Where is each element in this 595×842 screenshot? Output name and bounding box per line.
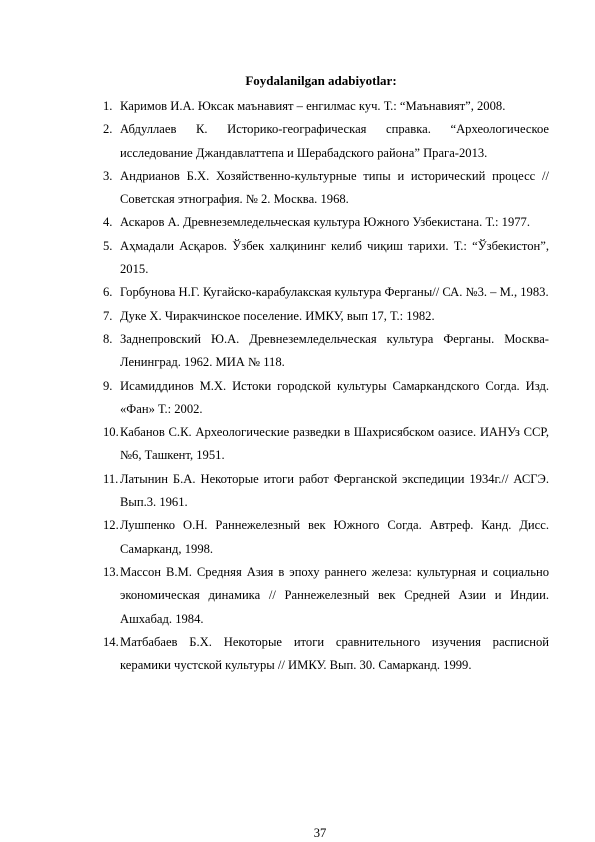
reference-item [103,328,549,375]
reference-number: 3. [103,168,113,183]
reference-number: 2. [103,122,113,137]
reference-text: Андрианов Б.Х. Хозяйственно-культурные типы и исторический процесс // Советская этнография. № 2. Москва. 1968. [120,168,549,207]
reference-number: 6. [103,285,113,300]
reference-text: Латынин Б.А. Некоторые итоги работ Ферганской экспедиции 1934г.// АСГЭ. Вып.3. 1961. [120,471,549,510]
reference-text: Лушпенко О.Н. Раннежелезный век Южного Согда. Автреф. Канд. Дисс. Самарканд, 1998. [120,518,549,556]
reference-number: 9. [103,378,113,393]
reference-text: Массон В.М. Средняя Азия в эпоху раннего железа: культурная и социально экономическая динамика // Раннежелезный век Средней Азии и Индии. Ашхабад. 1984. [120,564,549,626]
reference-number: 10. [103,425,119,440]
reference-number: 8. [103,331,113,346]
reference-text: Аскаров А. Древнеземледельческая культура Южного Узбекистана. Т.: 1977. [120,215,531,230]
reference-text: Заднепровский Ю.А. Древнеземледельческая культура Ферганы. Москва-Ленинград. 1962. МИА № 118. [120,331,549,370]
reference-item [103,165,549,212]
page-number: 37 [313,826,327,840]
reference-item [103,421,549,468]
reference-item [103,468,549,515]
reference-item [103,375,549,422]
reference-number: 4. [103,215,113,230]
reference-number: 5. [103,238,113,253]
reference-number: 7. [103,308,113,323]
reference-item [103,281,549,304]
reference-text: Исамиддинов М.Х. Истоки городской культуры Самаркандского Согда. Изд. «Фан» Т.: 2002. [120,378,549,416]
reference-list [103,95,549,677]
reference-number: 12. [103,518,119,533]
reference-text: Каримов И.А. Юксак маънавият – енгилмас куч. Т.: “Маънавият”, 2008. [120,99,506,113]
reference-text: Аҳмадали Асқаров. Ўзбек халқининг келиб чиқиш тарихи. Т.: “Ўзбекистон”, 2015. [120,238,549,277]
reference-text: Горбунова Н.Г. Кугайско-карабулакская культура Ферганы// СА. №3. – М., 1983. [120,285,549,300]
reference-item [103,514,549,561]
reference-item [103,305,549,328]
reference-item [103,95,549,118]
reference-text: Матбабаев Б.Х. Некоторые итоги сравнительного изучения расписной керамики чустской культуры // ИМКУ. Вып. 30. Самарканд. 1999. [120,634,549,673]
reference-item [103,561,549,631]
reference-number: 11. [103,471,119,486]
reference-text: Дуке Х. Чиракчинское поселение. ИМКУ, вып 17, Т.: 1982. [120,308,435,323]
reference-number: 1. [103,99,113,113]
reference-number: 14. [103,634,119,649]
reference-item [103,631,549,678]
reference-number: 13. [103,564,119,579]
reference-item [103,211,549,234]
reference-text: Кабанов С.К. Археологические разведки в Шахрисябском оазисе. ИАНУз ССР, №6, Ташкент, 1951. [120,425,549,463]
reference-item [103,235,549,282]
bibliography-heading: Foydalanilgan adabiyotlar: [245,73,397,88]
reference-text: Абдуллаев К. Историко-географическая справка. “Археологическое исследование Джандавлаттепа и Шерабадского района” Прага-2013. [120,122,549,160]
reference-item [103,118,549,165]
